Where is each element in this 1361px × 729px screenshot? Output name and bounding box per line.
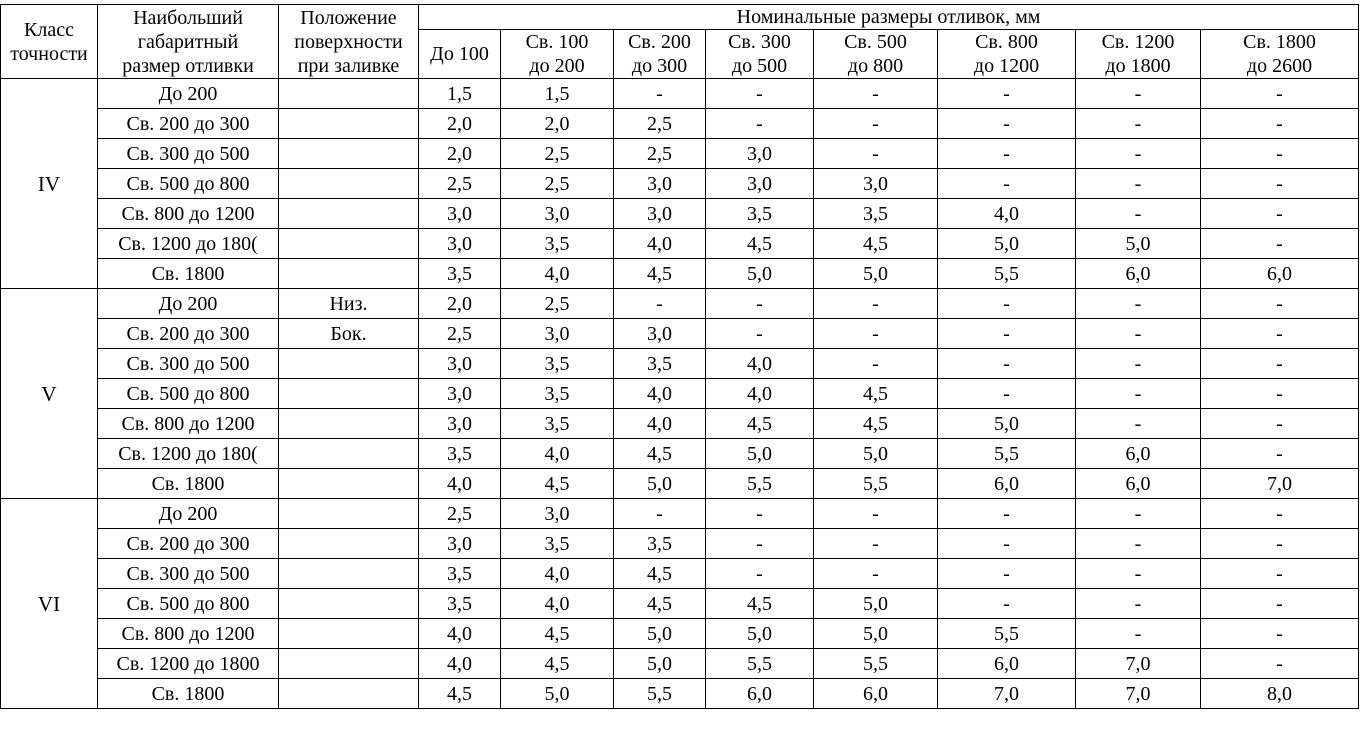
allowance-value-cell: 4,0 xyxy=(419,619,501,649)
allowance-value-cell: 2,5 xyxy=(419,319,501,349)
allowance-value-cell: 3,5 xyxy=(501,229,614,259)
allowance-value-cell: 5,0 xyxy=(814,439,938,469)
allowance-value-cell: 3,5 xyxy=(614,349,706,379)
header-size-column xyxy=(501,30,614,79)
allowance-value-cell: 3,5 xyxy=(501,529,614,559)
allowance-value-cell: 6,0 xyxy=(814,679,938,709)
allowance-value-cell: 4,5 xyxy=(419,679,501,709)
header-max-dimension-line: Наибольший xyxy=(133,6,243,29)
allowance-value-cell: 2,5 xyxy=(501,169,614,199)
allowance-value-cell: - xyxy=(938,109,1076,139)
allowance-value-cell: 5,0 xyxy=(614,619,706,649)
surface-position-cell xyxy=(279,439,419,469)
allowance-value-cell: 3,0 xyxy=(614,169,706,199)
allowance-value-cell: 2,5 xyxy=(614,139,706,169)
allowance-value-cell: - xyxy=(814,319,938,349)
table-row xyxy=(1,589,1359,619)
allowance-value-cell: - xyxy=(938,169,1076,199)
allowance-value-cell: - xyxy=(1201,409,1359,439)
header-size-column xyxy=(1076,30,1201,79)
table-row xyxy=(1,439,1359,469)
header-size-column-line: до 2600 xyxy=(1246,55,1313,77)
allowance-value-cell: 7,0 xyxy=(938,679,1076,709)
allowance-value-cell: 5,5 xyxy=(938,259,1076,289)
allowance-value-cell: 2,0 xyxy=(419,109,501,139)
surface-position-cell xyxy=(279,469,419,499)
allowance-value-cell: - xyxy=(814,349,938,379)
header-surface-position-line: Положение xyxy=(300,6,397,29)
header-size-column-line: Св. 500 xyxy=(844,31,907,53)
allowance-value-cell: 4,0 xyxy=(501,589,614,619)
allowance-value-cell: 3,0 xyxy=(419,199,501,229)
allowance-value-cell: 3,0 xyxy=(501,199,614,229)
max-dimension-cell: Св. 800 до 1200 xyxy=(98,619,279,649)
allowance-value-cell: - xyxy=(1201,559,1359,589)
max-dimension-cell: До 200 xyxy=(98,499,279,529)
allowance-value-cell: 5,0 xyxy=(814,259,938,289)
table-row xyxy=(1,169,1359,199)
allowance-value-cell: - xyxy=(1201,289,1359,319)
max-dimension-cell: Св. 500 до 800 xyxy=(98,169,279,199)
allowance-value-cell: 4,0 xyxy=(501,559,614,589)
header-nominal-sizes: Номинальные размеры отливок, мм xyxy=(419,5,1359,30)
header-size-column xyxy=(938,30,1076,79)
allowance-value-cell: 3,5 xyxy=(501,379,614,409)
max-dimension-cell: Св. 1800 xyxy=(98,679,279,709)
allowance-value-cell: - xyxy=(1076,409,1201,439)
allowance-value-cell: 7,0 xyxy=(1076,679,1201,709)
allowance-value-cell: 3,0 xyxy=(614,199,706,229)
surface-position-cell xyxy=(279,679,419,709)
surface-position-cell xyxy=(279,409,419,439)
allowance-value-cell: - xyxy=(1076,499,1201,529)
allowance-value-cell: - xyxy=(1076,529,1201,559)
allowance-value-cell: 5,5 xyxy=(706,649,814,679)
max-dimension-cell: Св. 200 до 300 xyxy=(98,529,279,559)
surface-position-cell xyxy=(279,109,419,139)
allowance-value-cell: 3,0 xyxy=(419,529,501,559)
allowance-value-cell: - xyxy=(1076,109,1201,139)
surface-position-cell: Бок. xyxy=(279,319,419,349)
table-row xyxy=(1,289,1359,319)
header-max-dimension-line: габаритный xyxy=(137,30,239,53)
allowance-value-cell: 3,0 xyxy=(419,229,501,259)
allowance-value-cell: 5,5 xyxy=(814,649,938,679)
allowance-value-cell: 4,5 xyxy=(614,259,706,289)
allowance-value-cell: 6,0 xyxy=(1076,439,1201,469)
allowance-value-cell: 3,0 xyxy=(419,379,501,409)
allowance-value-cell: - xyxy=(614,499,706,529)
allowance-value-cell: 5,5 xyxy=(938,619,1076,649)
table-row xyxy=(1,229,1359,259)
allowance-value-cell: 6,0 xyxy=(1076,469,1201,499)
allowance-value-cell: - xyxy=(938,79,1076,109)
allowance-value-cell: - xyxy=(938,559,1076,589)
allowance-value-cell: 4,0 xyxy=(419,649,501,679)
allowance-value-cell: 5,0 xyxy=(938,409,1076,439)
allowance-value-cell: 2,5 xyxy=(419,169,501,199)
surface-position-cell xyxy=(279,499,419,529)
allowance-value-cell: - xyxy=(814,79,938,109)
allowance-value-cell: - xyxy=(938,289,1076,319)
allowance-table xyxy=(0,4,1359,709)
allowance-value-cell: - xyxy=(706,79,814,109)
table-body xyxy=(1,79,1359,709)
allowance-value-cell: 3,5 xyxy=(419,559,501,589)
max-dimension-cell: Св. 300 до 500 xyxy=(98,349,279,379)
surface-position-cell xyxy=(279,199,419,229)
allowance-value-cell: 6,0 xyxy=(706,679,814,709)
header-size-column-line: Св. 200 xyxy=(628,31,691,53)
header-surface-position xyxy=(279,5,419,79)
table-header xyxy=(1,5,1359,79)
allowance-value-cell: 4,0 xyxy=(501,259,614,289)
allowance-value-cell: - xyxy=(1076,379,1201,409)
max-dimension-cell: Св. 1800 xyxy=(98,259,279,289)
allowance-value-cell: 5,0 xyxy=(814,619,938,649)
allowance-value-cell: 4,0 xyxy=(938,199,1076,229)
allowance-value-cell: 4,0 xyxy=(501,439,614,469)
allowance-value-cell: - xyxy=(938,529,1076,559)
allowance-value-cell: 5,0 xyxy=(501,679,614,709)
allowance-value-cell: - xyxy=(1076,559,1201,589)
allowance-value-cell: 4,5 xyxy=(814,379,938,409)
allowance-value-cell: 5,5 xyxy=(706,469,814,499)
allowance-value-cell: - xyxy=(1076,79,1201,109)
allowance-value-cell: 2,5 xyxy=(419,499,501,529)
allowance-value-cell: 6,0 xyxy=(1201,259,1359,289)
surface-position-cell: Низ. xyxy=(279,289,419,319)
allowance-value-cell: 3,5 xyxy=(419,259,501,289)
surface-position-cell xyxy=(279,349,419,379)
allowance-value-cell: 3,5 xyxy=(419,439,501,469)
allowance-value-cell: - xyxy=(938,499,1076,529)
allowance-value-cell: 8,0 xyxy=(1201,679,1359,709)
max-dimension-cell: Св. 300 до 500 xyxy=(98,559,279,589)
table-row xyxy=(1,319,1359,349)
surface-position-cell xyxy=(279,529,419,559)
max-dimension-cell: Св. 1200 до 180( xyxy=(98,229,279,259)
allowance-value-cell: 4,0 xyxy=(614,229,706,259)
header-size-column xyxy=(706,30,814,79)
allowance-value-cell: - xyxy=(1201,499,1359,529)
max-dimension-cell: Св. 500 до 800 xyxy=(98,379,279,409)
header-size-column-line: Св. 1200 xyxy=(1101,31,1175,53)
allowance-value-cell: - xyxy=(814,109,938,139)
allowance-value-cell: 4,5 xyxy=(614,589,706,619)
allowance-value-cell: 4,0 xyxy=(614,379,706,409)
surface-position-cell xyxy=(279,79,419,109)
allowance-value-cell: 7,0 xyxy=(1076,649,1201,679)
allowance-value-cell: - xyxy=(1076,169,1201,199)
surface-position-cell xyxy=(279,649,419,679)
allowance-value-cell: 6,0 xyxy=(1076,259,1201,289)
allowance-value-cell: 6,0 xyxy=(938,649,1076,679)
allowance-value-cell: - xyxy=(706,529,814,559)
table-row xyxy=(1,379,1359,409)
allowance-value-cell: - xyxy=(1076,619,1201,649)
table-row xyxy=(1,199,1359,229)
table-row xyxy=(1,109,1359,139)
allowance-value-cell: 3,5 xyxy=(706,199,814,229)
allowance-value-cell: - xyxy=(1076,319,1201,349)
allowance-value-cell: - xyxy=(1201,439,1359,469)
allowance-value-cell: 3,0 xyxy=(501,319,614,349)
header-size-column-line: Св. 1800 xyxy=(1243,31,1316,53)
allowance-value-cell: - xyxy=(814,139,938,169)
allowance-value-cell: 7,0 xyxy=(1201,469,1359,499)
allowance-value-cell: 5,0 xyxy=(706,619,814,649)
allowance-value-cell: 4,5 xyxy=(501,619,614,649)
surface-position-cell xyxy=(279,619,419,649)
table-row xyxy=(1,619,1359,649)
table-row xyxy=(1,529,1359,559)
max-dimension-cell: Св. 500 до 800 xyxy=(98,589,279,619)
allowance-value-cell: 4,5 xyxy=(614,559,706,589)
header-size-column-line: Св. 800 xyxy=(975,31,1038,53)
max-dimension-cell: Св. 200 до 300 xyxy=(98,319,279,349)
header-row-1 xyxy=(1,5,1359,30)
header-size-column-line: до 1800 xyxy=(1105,55,1171,77)
header-max-dimension xyxy=(98,5,279,79)
header-max-dimension-line: размер отливки xyxy=(122,54,254,77)
allowance-value-cell: 2,0 xyxy=(419,139,501,169)
header-class xyxy=(1,5,98,79)
header-class-line: Класс xyxy=(24,18,74,41)
allowance-value-cell: 4,0 xyxy=(614,409,706,439)
allowance-value-cell: 6,0 xyxy=(938,469,1076,499)
allowance-value-cell: 3,0 xyxy=(814,169,938,199)
allowance-value-cell: 4,5 xyxy=(814,409,938,439)
max-dimension-cell: Св. 800 до 1200 xyxy=(98,199,279,229)
allowance-value-cell: - xyxy=(938,319,1076,349)
allowance-value-cell: 5,0 xyxy=(614,469,706,499)
allowance-value-cell: - xyxy=(814,289,938,319)
allowance-value-cell: 2,5 xyxy=(501,289,614,319)
header-size-column-line: До 100 xyxy=(430,43,489,65)
allowance-value-cell: - xyxy=(1076,199,1201,229)
header-size-column xyxy=(419,30,501,79)
surface-position-cell xyxy=(279,559,419,589)
accuracy-class-cell: IV xyxy=(1,79,98,289)
header-size-column-line: до 1200 xyxy=(973,55,1040,77)
allowance-value-cell: 1,5 xyxy=(501,79,614,109)
accuracy-class-cell: V xyxy=(1,289,98,499)
allowance-value-cell: - xyxy=(614,289,706,319)
allowance-value-cell: 3,5 xyxy=(614,529,706,559)
allowance-value-cell: - xyxy=(706,319,814,349)
allowance-value-cell: - xyxy=(706,289,814,319)
allowance-value-cell: - xyxy=(706,499,814,529)
allowance-value-cell: 4,5 xyxy=(706,229,814,259)
allowance-value-cell: 5,0 xyxy=(1076,229,1201,259)
surface-position-cell xyxy=(279,169,419,199)
allowance-value-cell: 5,0 xyxy=(706,439,814,469)
surface-position-cell xyxy=(279,379,419,409)
allowance-value-cell: 4,0 xyxy=(706,379,814,409)
allowance-value-cell: - xyxy=(1201,319,1359,349)
allowance-value-cell: - xyxy=(706,109,814,139)
table-row xyxy=(1,469,1359,499)
allowance-value-cell: 5,5 xyxy=(614,679,706,709)
allowance-value-cell: - xyxy=(1201,379,1359,409)
allowance-value-cell: 2,5 xyxy=(614,109,706,139)
allowance-value-cell: 4,0 xyxy=(419,469,501,499)
allowance-value-cell: - xyxy=(1076,139,1201,169)
allowance-value-cell: - xyxy=(1201,529,1359,559)
max-dimension-cell: Св. 1200 до 1800 xyxy=(98,649,279,679)
allowance-value-cell: 3,0 xyxy=(706,169,814,199)
max-dimension-cell: Св. 1800 xyxy=(98,469,279,499)
allowance-value-cell: - xyxy=(814,559,938,589)
max-dimension-cell: Св. 200 до 300 xyxy=(98,109,279,139)
allowance-value-cell: 5,0 xyxy=(614,649,706,679)
allowance-value-cell: 4,0 xyxy=(706,349,814,379)
allowance-value-cell: 2,0 xyxy=(501,109,614,139)
allowance-value-cell: - xyxy=(1076,289,1201,319)
allowance-value-cell: - xyxy=(614,79,706,109)
header-class-line: точности xyxy=(10,42,88,65)
allowance-value-cell: 3,0 xyxy=(706,139,814,169)
max-dimension-cell: До 200 xyxy=(98,79,279,109)
allowance-value-cell: 1,5 xyxy=(419,79,501,109)
surface-position-cell xyxy=(279,139,419,169)
max-dimension-cell: Св. 800 до 1200 xyxy=(98,409,279,439)
allowance-value-cell: - xyxy=(938,379,1076,409)
table-row xyxy=(1,649,1359,679)
header-size-column-line: до 500 xyxy=(731,55,788,77)
header-surface-position-line: поверхности xyxy=(294,30,403,53)
header-size-column-line: до 300 xyxy=(631,55,688,77)
allowance-value-cell: 5,5 xyxy=(814,469,938,499)
allowance-value-cell: 2,5 xyxy=(501,139,614,169)
max-dimension-cell: Св. 1200 до 180( xyxy=(98,439,279,469)
max-dimension-cell: Св. 300 до 500 xyxy=(98,139,279,169)
header-size-column-line: Св. 100 xyxy=(525,31,589,53)
allowance-value-cell: 3,5 xyxy=(501,409,614,439)
allowance-value-cell: - xyxy=(706,559,814,589)
allowance-value-cell: 5,0 xyxy=(938,229,1076,259)
allowance-value-cell: - xyxy=(814,529,938,559)
surface-position-cell xyxy=(279,259,419,289)
allowance-value-cell: - xyxy=(1201,619,1359,649)
table-row xyxy=(1,79,1359,109)
max-dimension-cell: До 200 xyxy=(98,289,279,319)
allowance-value-cell: 3,0 xyxy=(501,499,614,529)
allowance-value-cell: 4,5 xyxy=(501,469,614,499)
header-size-column-line: Св. 300 xyxy=(728,31,791,53)
accuracy-class-cell: VI xyxy=(1,499,98,709)
table-row xyxy=(1,139,1359,169)
allowance-value-cell: - xyxy=(1201,169,1359,199)
allowance-value-cell: 4,5 xyxy=(706,589,814,619)
allowance-value-cell: - xyxy=(814,499,938,529)
table-row xyxy=(1,679,1359,709)
allowance-value-cell: 3,5 xyxy=(814,199,938,229)
header-size-column xyxy=(614,30,706,79)
allowance-value-cell: - xyxy=(938,349,1076,379)
allowance-value-cell: 5,0 xyxy=(814,589,938,619)
allowance-value-cell: 3,0 xyxy=(614,319,706,349)
allowance-value-cell: 4,5 xyxy=(814,229,938,259)
table-row xyxy=(1,349,1359,379)
allowance-value-cell: - xyxy=(1076,349,1201,379)
header-size-column xyxy=(814,30,938,79)
allowance-value-cell: - xyxy=(938,589,1076,619)
surface-position-cell xyxy=(279,589,419,619)
allowance-value-cell: - xyxy=(1201,199,1359,229)
allowance-value-cell: 2,0 xyxy=(419,289,501,319)
allowance-value-cell: 3,5 xyxy=(419,589,501,619)
allowance-value-cell: - xyxy=(1201,649,1359,679)
allowance-value-cell: - xyxy=(1201,139,1359,169)
surface-position-cell xyxy=(279,229,419,259)
allowance-value-cell: - xyxy=(1201,109,1359,139)
header-size-column-line: до 800 xyxy=(847,55,904,77)
allowance-value-cell: - xyxy=(1201,589,1359,619)
header-size-column-line: до 200 xyxy=(529,55,585,77)
table-row xyxy=(1,559,1359,589)
allowance-value-cell: 4,5 xyxy=(501,649,614,679)
allowance-value-cell: 5,5 xyxy=(938,439,1076,469)
table-row xyxy=(1,409,1359,439)
allowance-value-cell: - xyxy=(938,139,1076,169)
table-row xyxy=(1,499,1359,529)
table-row xyxy=(1,259,1359,289)
allowance-value-cell: 3,0 xyxy=(419,409,501,439)
header-surface-position-line: при заливке xyxy=(297,54,400,77)
allowance-value-cell: 3,0 xyxy=(419,349,501,379)
allowance-value-cell: 4,5 xyxy=(614,439,706,469)
allowance-value-cell: 3,5 xyxy=(501,349,614,379)
allowance-value-cell: 4,5 xyxy=(706,409,814,439)
allowance-value-cell: - xyxy=(1201,229,1359,259)
header-size-column xyxy=(1201,30,1359,79)
allowance-value-cell: - xyxy=(1201,349,1359,379)
allowance-value-cell: - xyxy=(1076,589,1201,619)
allowance-value-cell: - xyxy=(1201,79,1359,109)
allowance-value-cell: 5,0 xyxy=(706,259,814,289)
